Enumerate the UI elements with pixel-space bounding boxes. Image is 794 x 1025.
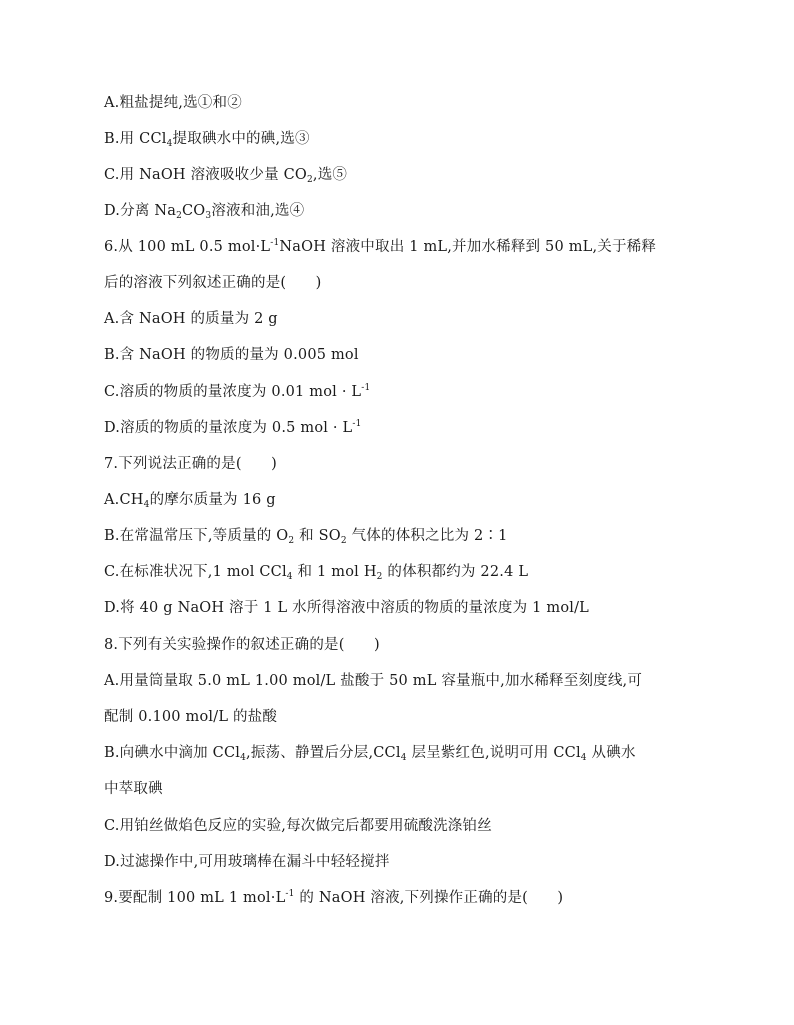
text-run: NaOH 溶液中取出 1 mL,并加水稀释到 50 mL,关于稀释 [279,239,657,255]
text-line [104,310,278,328]
subscript: 2 [176,211,182,221]
subscript: 4 [143,500,150,510]
text-line [104,563,528,581]
text-line [104,166,347,184]
text-run: D.过滤操作中,可用玻璃棒在漏斗中轻轻搅拌 [104,854,390,870]
text-run: 8.下列有关实验操作的叙述正确的是( ) [104,637,380,653]
subscript: 4 [166,139,173,149]
text-run: 气体的体积之比为 2∶1 [346,528,508,544]
text-run: D.将 40 g NaOH 溶于 1 L 水所得溶液中溶质的物质的量浓度为 1 mol/L [104,600,590,616]
text-line [104,708,277,726]
text-line [104,94,242,112]
subscript: 2 [340,536,347,546]
text-line [104,527,508,545]
subscript: 4 [400,753,407,763]
text-run: 配制 0.100 mol/L 的盐酸 [104,709,278,725]
text-run: 7.下列说法正确的是( ) [104,456,277,472]
text-line [104,238,656,256]
text-run: A.CH [104,492,144,508]
text-line [104,274,322,292]
text-run: B.用 CCl [104,131,167,147]
superscript: -1 [270,238,280,248]
text-line [104,889,563,907]
text-run: B.含 NaOH 的物质的量为 0.005 mol [104,347,359,363]
text-run: 后的溶液下列叙述正确的是( ) [104,275,322,291]
text-line [104,780,163,798]
text-line [104,817,492,835]
text-run: 的摩尔质量为 16 g [149,492,276,508]
text-run: 提取碘水中的碘,选③ [172,131,310,147]
subscript: 4 [580,753,587,763]
subscript: 3 [205,211,212,221]
subscript: 2 [306,175,313,185]
text-run: B.在常温常压下,等质量的 O [104,528,289,544]
text-line [104,130,310,148]
text-line [104,636,380,654]
text-line [104,491,276,509]
text-run: C.溶质的物质的量浓度为 0.01 mol · L [104,384,362,400]
text-run: CO [182,203,206,219]
text-line [104,202,304,220]
subscript: 4 [286,572,293,582]
text-run: 的 NaOH 溶液,下列操作正确的是( ) [294,890,564,906]
superscript: -1 [361,383,371,393]
text-line [104,744,636,762]
text-run: D.分离 Na [104,203,177,219]
text-line [104,853,390,871]
text-run: 中萃取碘 [104,781,163,797]
text-run: 和 SO [294,528,341,544]
text-run: A.用量筒量取 5.0 mL 1.00 mol/L 盐酸于 50 mL 容量瓶中,加水稀释至刻度线,可 [104,673,643,689]
text-run: D.溶质的物质的量浓度为 0.5 mol · L [104,420,353,436]
text-run: 9.要配制 100 mL 1 mol·L [104,890,286,906]
subscript: 2 [376,572,383,582]
text-run: 层呈紫红色,说明可用 CCl [406,745,581,761]
superscript: -1 [285,889,295,899]
text-run: ,选⑤ [312,167,348,183]
text-run: C.用 NaOH 溶液吸收少量 CO [104,167,307,183]
text-line [104,599,589,617]
text-line [104,346,359,364]
text-line [104,383,370,401]
text-line [104,672,642,690]
subscript: 2 [288,536,295,546]
text-run: 从碘水 [586,745,636,761]
text-line [104,455,277,473]
text-run: C.在标准状况下,1 mol CCl [104,564,287,580]
text-run: C.用铂丝做焰色反应的实验,每次做完后都要用硫酸洗涤铂丝 [104,818,492,834]
text-run: 的体积都约为 22.4 L [382,564,529,580]
text-run: 溶液和油,选④ [211,203,305,219]
text-line [104,419,362,437]
text-run: ,振荡、静置后分层,CCl [246,745,401,761]
text-run: B.向碘水中滴加 CCl [104,745,241,761]
text-run: 和 1 mol H [292,564,377,580]
superscript: -1 [352,419,362,429]
text-run: A.粗盐提纯,选①和② [104,95,242,111]
text-run: 6.从 100 mL 0.5 mol·L [104,239,271,255]
text-run: A.含 NaOH 的质量为 2 g [104,311,278,327]
subscript: 4 [240,753,247,763]
